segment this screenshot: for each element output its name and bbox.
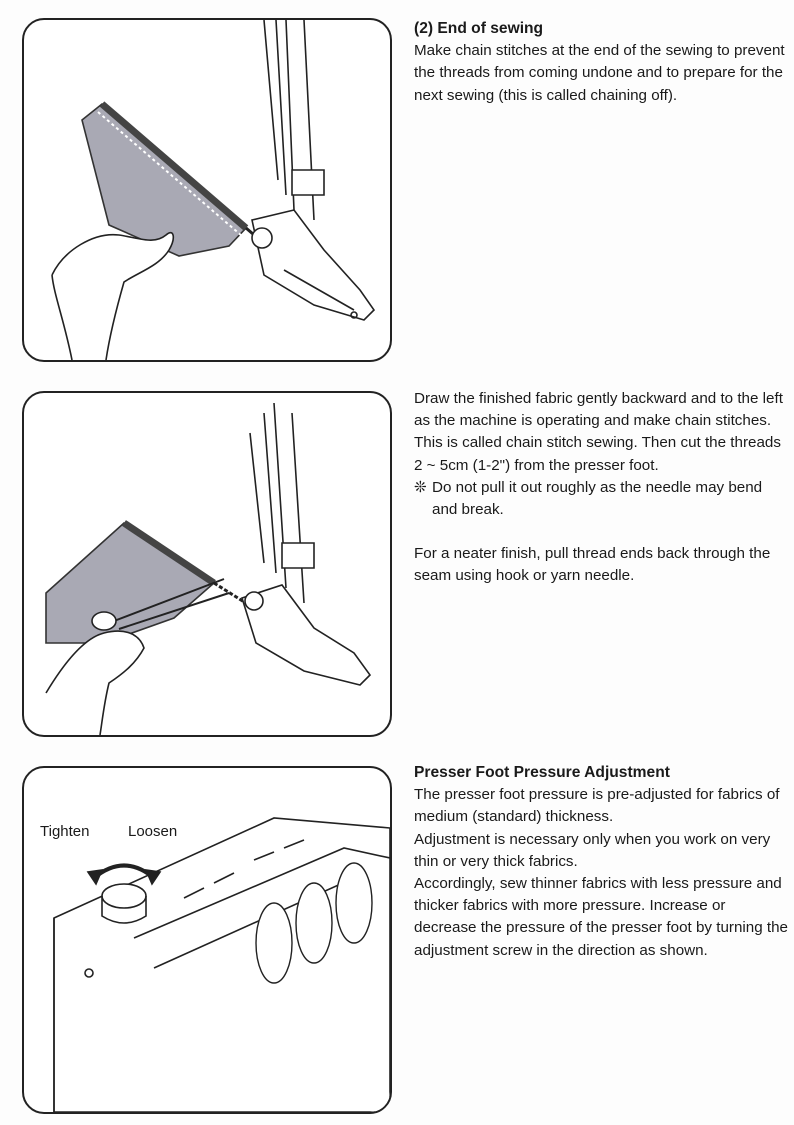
heading-end-of-sewing: (2) End of sewing [414,20,544,37]
section-pressure-adjustment [414,762,790,962]
note-warning [414,477,790,521]
pressure-screw-drawing [24,768,390,1112]
paragraph-chain-stitch: Draw the finished fabric gently backward and to the left as the machine is operating and make chain stitches. This is called chain stitch sewing. Then cut the threads 2 ~ 5cm (1-2") from the presser foot. [414,390,783,474]
paragraph-neater-finish: For a neater finish, pull thread ends back through the seam using hook or yarn needle. [414,545,771,585]
chaining-off-drawing [24,20,390,360]
illustration-chaining-off [22,18,392,362]
heading-pressure-adjustment: Presser Foot Pressure Adjustment [414,764,670,781]
paragraph-pressure-1: The presser foot pressure is pre-adjusted for fabrics of medium (standard) thickness. [414,786,780,826]
label-tighten: Tighten [40,823,90,840]
note-mark-icon: ❊ [414,478,427,496]
section-end-of-sewing [414,18,790,107]
note-text: Do not pull it out roughly as the needle may bend and break. [432,478,763,519]
section-chain-stitch [414,388,790,588]
cut-threads-drawing [24,393,390,735]
illustration-cut-threads [22,391,392,737]
illustration-pressure-screw [22,766,392,1114]
paragraph-pressure-2: Adjustment is necessary only when you work on very thin or very thick fabrics. [414,830,771,870]
paragraph-pressure-3: Accordingly, sew thinner fabrics with less pressure and thicker fabrics with more pressure. Increase or decrease the pressure of the presser foot by turning the adjustment screw in the direction as shown. [414,875,788,959]
label-loosen: Loosen [128,823,178,840]
paragraph-chaining-off: Make chain stitches at the end of the sewing to prevent the threads from coming undone and to prepare for the next sewing (this is called chaining off). [414,42,785,104]
